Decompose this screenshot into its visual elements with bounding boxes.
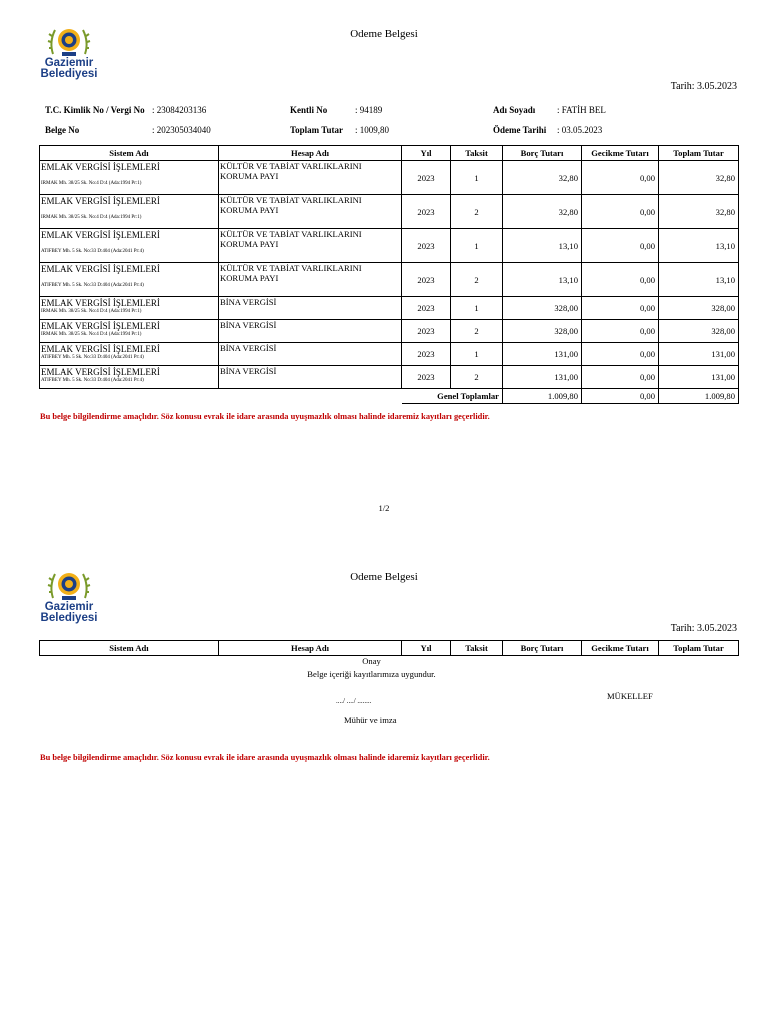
total-cell: 32,80 (659, 195, 739, 229)
installment-cell: 2 (451, 263, 503, 297)
toplam-value: : 1009,80 (355, 125, 390, 135)
total-cell: 328,00 (659, 320, 739, 343)
installment-cell: 2 (451, 366, 503, 389)
late-cell: 0,00 (582, 366, 659, 389)
brand-line2: Belediyesi (40, 68, 98, 80)
system-name: EMLAK VERGİSİ İŞLEMLERİ (41, 196, 160, 206)
account-name: BİNA VERGİSİ (219, 297, 402, 320)
table-row (40, 229, 739, 263)
table-row (40, 343, 739, 366)
year-cell: 2023 (402, 263, 451, 297)
table-row (40, 161, 739, 195)
property-address: IRMAK Mh. 38/25 Sk. No:4 D:4 (Ada:1994 Pr:1) (41, 309, 142, 314)
system-cell (40, 366, 219, 389)
system-name: EMLAK VERGİSİ İŞLEMLERİ (41, 367, 160, 377)
debt-cell: 328,00 (503, 320, 582, 343)
col-header: Yıl (402, 146, 451, 161)
belge-value: : 202305034040 (152, 125, 211, 135)
col-header: Toplam Tutar (659, 146, 739, 161)
debt-cell: 32,80 (503, 161, 582, 195)
table-row (40, 297, 739, 320)
account-name: BİNA VERGİSİ (219, 343, 402, 366)
document-date: Tarih: 3.05.2023 (670, 81, 737, 92)
document-date: Tarih: 3.05.2023 (670, 623, 737, 634)
system-cell (40, 263, 219, 297)
system-name: EMLAK VERGİSİ İŞLEMLERİ (41, 264, 160, 274)
empty-cell (219, 389, 402, 404)
property-address: ATIFBEY Mh. 5 Sk. No:33 D:404 (Ada:2041 Pr:4) (41, 378, 144, 383)
col-header: Taksit (451, 146, 503, 161)
account-name: KÜLTÜR VE TABİAT VARLIKLARINI KORUMA PAYI (219, 263, 402, 297)
approval-heading: Onay (362, 656, 381, 666)
empty-cell (40, 389, 219, 404)
late-cell: 0,00 (582, 229, 659, 263)
installment-cell: 1 (451, 229, 503, 263)
debt-cell: 131,00 (503, 343, 582, 366)
brand-line1: Gaziemir (44, 57, 94, 69)
property-address: ATIFBEY Mh. 5 Sk. No:33 D:404 (Ada:2041 Pr:4) (41, 355, 144, 360)
col-header: Borç Tutarı (503, 146, 582, 161)
account-name: KÜLTÜR VE TABİAT VARLIKLARINI KORUMA PAYI (219, 229, 402, 263)
col-header: Hesap Adı (219, 146, 402, 161)
year-cell: 2023 (402, 320, 451, 343)
col-header: Gecikme Tutarı (582, 641, 659, 656)
year-cell: 2023 (402, 343, 451, 366)
approval-statement: Belge içeriği kayıtlarımıza uygundur. (307, 669, 436, 679)
year-cell: 2023 (402, 161, 451, 195)
total-cell: 13,10 (659, 263, 739, 297)
page-title: Odeme Belgesi (350, 28, 418, 40)
installment-cell: 1 (451, 297, 503, 320)
disclaimer-text: Bu belge bilgilendirme amaçlıdır. Söz konusu evrak ile idare arasında uyuşmazlık olması halinde idaremiz kayıtları geçerlidir. (40, 753, 490, 762)
totals-late: 0,00 (582, 389, 659, 404)
year-cell: 2023 (402, 366, 451, 389)
debt-cell: 13,10 (503, 263, 582, 297)
late-cell: 0,00 (582, 161, 659, 195)
year-cell: 2023 (402, 195, 451, 229)
installment-cell: 2 (451, 320, 503, 343)
kentli-value: : 94189 (355, 105, 383, 115)
system-cell (40, 320, 219, 343)
total-cell: 131,00 (659, 366, 739, 389)
total-cell: 328,00 (659, 297, 739, 320)
seal-signature-label: Mühür ve imza (344, 715, 397, 725)
table-row (40, 366, 739, 389)
totals-total: 1.009,80 (659, 389, 739, 404)
system-name: EMLAK VERGİSİ İŞLEMLERİ (41, 230, 160, 240)
totals-row (40, 389, 739, 404)
adsoyad-label: Adı Soyadı (493, 105, 536, 115)
totals-debt: 1.009,80 (503, 389, 582, 404)
late-cell: 0,00 (582, 263, 659, 297)
col-header: Taksit (451, 641, 503, 656)
system-cell (40, 195, 219, 229)
property-address: ATIFBEY Mh. 5 Sk. No:33 D:404 (Ada:2041 Pr:4) (41, 283, 144, 288)
system-name: EMLAK VERGİSİ İŞLEMLERİ (41, 298, 160, 308)
late-cell: 0,00 (582, 195, 659, 229)
property-address: IRMAK Mh. 38/25 Sk. No:4 D:4 (Ada:1994 Pr:1) (41, 181, 142, 186)
page-number: 1/2 (378, 503, 390, 513)
odeme-label: Ödeme Tarihi (493, 125, 547, 135)
kentli-label: Kentli No (290, 105, 328, 115)
debt-cell: 13,10 (503, 229, 582, 263)
taxpayer-label: MÜKELLEF (607, 691, 653, 701)
total-cell: 131,00 (659, 343, 739, 366)
debt-cell: 328,00 (503, 297, 582, 320)
col-header: Sistem Adı (40, 641, 219, 656)
payment-table (39, 145, 739, 404)
col-header: Sistem Adı (40, 146, 219, 161)
col-header: Gecikme Tutarı (582, 146, 659, 161)
col-header: Hesap Adı (219, 641, 402, 656)
system-cell (40, 161, 219, 195)
property-address: ATIFBEY Mh. 5 Sk. No:33 D:404 (Ada:2041 Pr:4) (41, 249, 144, 254)
totals-label: Genel Toplamlar (402, 389, 503, 404)
total-cell: 13,10 (659, 229, 739, 263)
disclaimer-text: Bu belge bilgilendirme amaçlıdır. Söz konusu evrak ile idare arasında uyuşmazlık olması halinde idaremiz kayıtları geçerlidir. (40, 412, 490, 421)
year-cell: 2023 (402, 297, 451, 320)
account-name: BİNA VERGİSİ (219, 320, 402, 343)
belge-label: Belge No (45, 125, 80, 135)
installment-cell: 1 (451, 161, 503, 195)
brand-line2: Belediyesi (40, 612, 98, 624)
payment-table (39, 640, 739, 656)
late-cell: 0,00 (582, 343, 659, 366)
late-cell: 0,00 (582, 297, 659, 320)
col-header: Borç Tutarı (503, 641, 582, 656)
year-cell: 2023 (402, 229, 451, 263)
table-header (40, 146, 739, 161)
tc-value: : 23084203136 (152, 105, 207, 115)
table-header (40, 641, 739, 656)
adsoyad-value: : FATİH BEL (557, 105, 606, 115)
brand-line1: Gaziemir (44, 601, 94, 613)
col-header: Yıl (402, 641, 451, 656)
system-cell (40, 229, 219, 263)
table-row (40, 320, 739, 343)
installment-cell: 2 (451, 195, 503, 229)
col-header: Toplam Tutar (659, 641, 739, 656)
table-row (40, 263, 739, 297)
installment-cell: 1 (451, 343, 503, 366)
property-address: IRMAK Mh. 38/25 Sk. No:4 D:4 (Ada:1994 Pr:1) (41, 332, 142, 337)
system-name: EMLAK VERGİSİ İŞLEMLERİ (41, 162, 160, 172)
page-title: Odeme Belgesi (350, 571, 418, 583)
odeme-value: : 03.05.2023 (557, 125, 603, 135)
total-cell: 32,80 (659, 161, 739, 195)
late-cell: 0,00 (582, 320, 659, 343)
system-cell (40, 343, 219, 366)
system-name: EMLAK VERGİSİ İŞLEMLERİ (41, 344, 160, 354)
debt-cell: 131,00 (503, 366, 582, 389)
table-row (40, 195, 739, 229)
system-name: EMLAK VERGİSİ İŞLEMLERİ (41, 321, 160, 331)
toplam-label: Toplam Tutar (290, 125, 343, 135)
date-placeholder: ..../ ..../ ........ (336, 697, 372, 705)
debt-cell: 32,80 (503, 195, 582, 229)
tc-label: T.C. Kimlik No / Vergi No (45, 105, 145, 115)
property-address: IRMAK Mh. 38/25 Sk. No:4 D:4 (Ada:1994 Pr:1) (41, 215, 142, 220)
account-name: KÜLTÜR VE TABİAT VARLIKLARINI KORUMA PAYI (219, 195, 402, 229)
account-name: KÜLTÜR VE TABİAT VARLIKLARINI KORUMA PAYI (219, 161, 402, 195)
account-name: BİNA VERGİSİ (219, 366, 402, 389)
system-cell (40, 297, 219, 320)
